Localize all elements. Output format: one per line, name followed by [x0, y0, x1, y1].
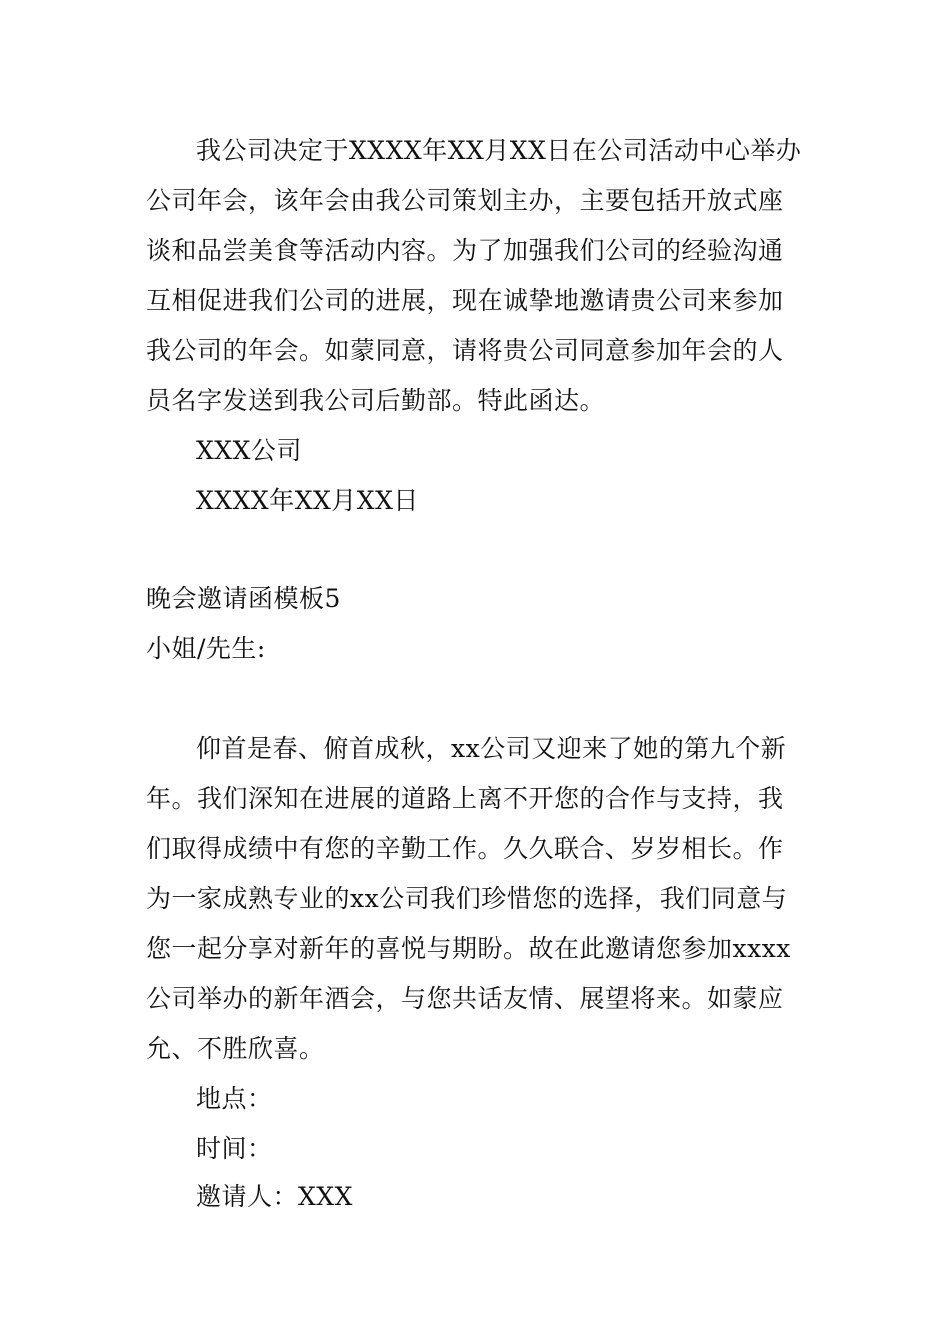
letter1-body-line-6: 员名字发送到我公司后勤部。特此函达。	[146, 386, 606, 415]
letter2-time: 时间：	[196, 1134, 273, 1163]
letter1-date: XXXX年XX月XX日	[196, 486, 419, 515]
letter2-body-line-5: 您一起分享对新年的喜悦与期盼。故在此邀请您参加xxxx	[146, 934, 791, 963]
letter2-title: 晚会邀请函模板5	[146, 584, 341, 613]
letter2-salutation: 小姐/先生:	[146, 634, 266, 663]
letter2-body-line-2: 年。我们深知在进展的道路上离不开您的合作与支持，我	[146, 784, 784, 813]
letter2-location: 地点：	[196, 1084, 273, 1113]
letter1-body-line-3: 谈和品尝美食等活动内容。为了加强我们公司的经验沟通	[146, 236, 784, 265]
letter1-body-line-1: 我公司决定于XXXX年XX月XX日在公司活动中心举办	[196, 136, 802, 165]
letter2-body-line-6: 公司举办的新年酒会，与您共话友情、展望将来。如蒙应	[146, 984, 784, 1013]
letter2-body-line-7: 允、不胜欣喜。	[146, 1034, 325, 1063]
letter2-body-line-3: 们取得成绩中有您的辛勤工作。久久联合、岁岁相长。作	[146, 834, 784, 863]
letter1-body-line-5: 我公司的年会。如蒙同意，请将贵公司同意参加年会的人	[146, 336, 784, 365]
letter1-body-line-4: 互相促进我们公司的进展，现在诚挚地邀请贵公司来参加	[146, 286, 784, 315]
letter2-body-line-1: 仰首是春、俯首成秋，xx公司又迎来了她的第九个新	[196, 734, 787, 763]
letter2-inviter: 邀请人：XXX	[196, 1182, 353, 1211]
letter1-signature: XXX公司	[196, 436, 302, 465]
letter2-body-line-4: 为一家成熟专业的xx公司我们珍惜您的选择，我们同意与	[146, 884, 788, 913]
letter1-body-line-2: 公司年会，该年会由我公司策划主办，主要包括开放式座	[146, 186, 784, 215]
